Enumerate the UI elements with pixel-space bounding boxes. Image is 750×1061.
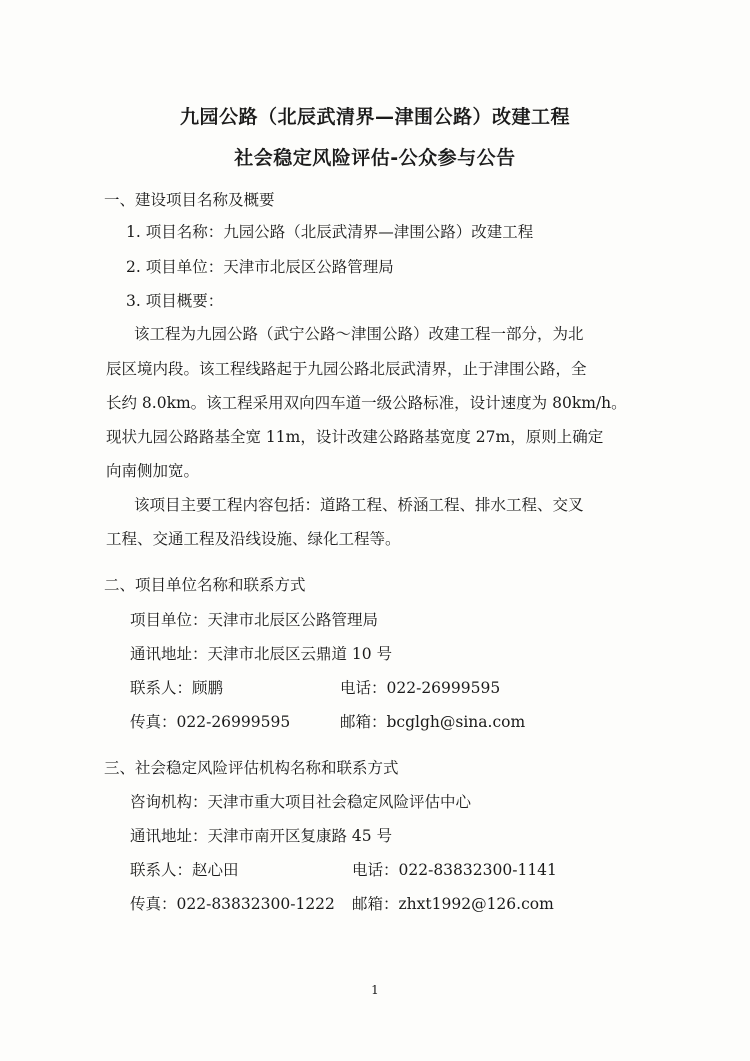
section1-item1: 1. 项目名称：九园公路（北辰武清界—津围公路）改建工程 <box>126 223 534 241</box>
overview-para1-line1: 该工程为九园公路（武宁公路～津围公路）改建工程一部分，为北 <box>134 325 584 343</box>
section1-heading: 一、建设项目名称及概要 <box>104 191 275 209</box>
section2-email: 邮箱：bcglgh@sina.com <box>340 713 526 731</box>
section3-fax: 传真：022-83832300-1222 <box>130 895 335 913</box>
section2-heading: 二、项目单位名称和联系方式 <box>104 576 306 594</box>
document-title-line2: 社会稳定风险评估-公众参与公告 <box>234 147 516 169</box>
overview-para2-line2: 工程、交通工程及沿线设施、绿化工程等。 <box>106 530 401 548</box>
overview-para2-line1: 该项目主要工程内容包括：道路工程、桥涵工程、排水工程、交叉 <box>134 496 584 514</box>
section2-phone: 电话：022-26999595 <box>340 679 501 697</box>
overview-para1-line5: 向南侧加宽。 <box>106 462 200 480</box>
section2-fax: 传真：022-26999595 <box>130 713 291 731</box>
section2-address: 通讯地址：天津市北辰区云鼎道 10 号 <box>130 645 393 663</box>
overview-para1-line3: 长约 8.0km。该工程采用双向四车道一级公路标准，设计速度为 80km/h。 <box>106 394 627 412</box>
section2-contact-person: 联系人：顾鹏 <box>130 679 224 697</box>
section2-unit: 项目单位：天津市北辰区公路管理局 <box>130 611 379 629</box>
section3-address: 通讯地址：天津市南开区复康路 45 号 <box>130 827 393 845</box>
section1-item3: 3. 项目概要： <box>126 292 224 310</box>
section3-email: 邮箱：zhxt1992@126.com <box>352 895 554 913</box>
section3-heading: 三、社会稳定风险评估机构名称和联系方式 <box>104 759 399 777</box>
section3-org: 咨询机构：天津市重大项目社会稳定风险评估中心 <box>130 793 472 811</box>
section3-phone: 电话：022-83832300-1141 <box>352 861 557 879</box>
overview-para1-line4: 现状九园公路路基全宽 11m，设计改建公路路基宽度 27m，原则上确定 <box>106 428 604 446</box>
page-number: 1 <box>371 983 379 997</box>
section1-item2: 2. 项目单位：天津市北辰区公路管理局 <box>126 258 394 276</box>
section3-contact-person: 联系人：赵心田 <box>130 861 239 879</box>
overview-para1-line2: 辰区境内段。该工程线路起于九园公路北辰武清界，止于津围公路，全 <box>106 360 587 378</box>
document-title-line1: 九园公路（北辰武清界—津围公路）改建工程 <box>179 106 570 128</box>
